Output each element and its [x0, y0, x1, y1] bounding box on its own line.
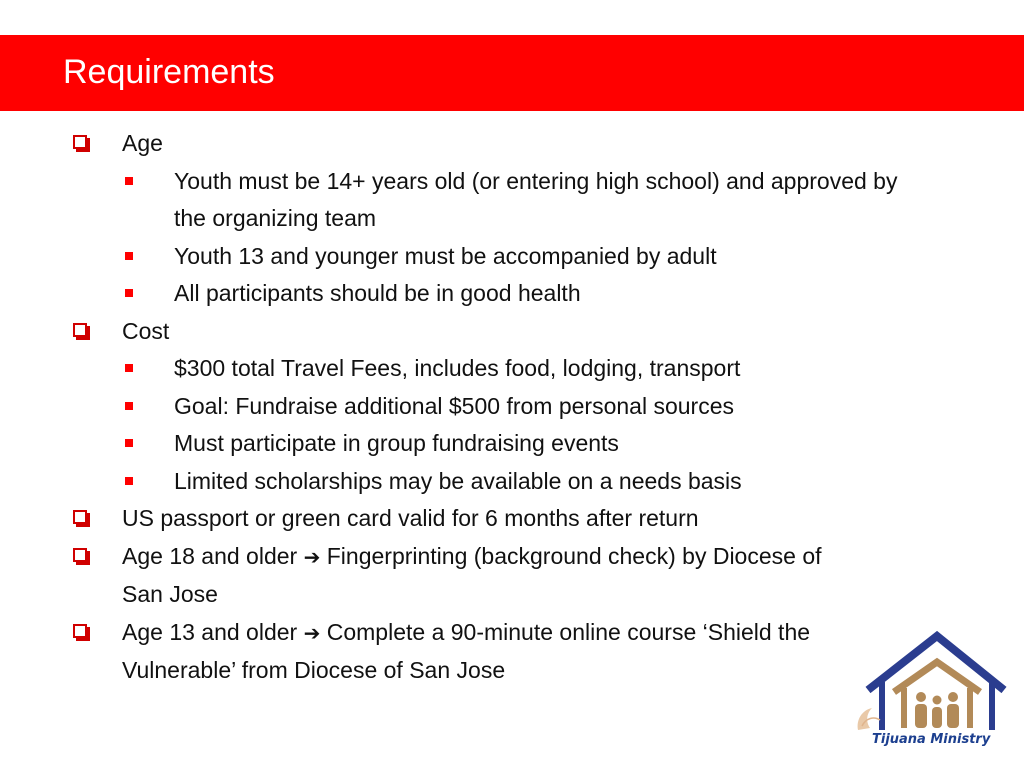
sub-list-item	[0, 350, 919, 388]
sub-list-item-text: $300 total Travel Fees, includes food, lodging, transport	[174, 355, 741, 381]
list-item-text-after: Fingerprinting (background check) by Diocese of San Jose	[122, 542, 822, 607]
right-arrow-icon: ➔	[303, 620, 321, 645]
list-item-passport	[0, 500, 862, 538]
square-bullet-icon	[125, 177, 133, 185]
title-bar	[0, 35, 1024, 111]
sub-list-item	[0, 275, 919, 313]
checkbox-bullet-icon	[73, 323, 87, 337]
sub-list-item	[0, 425, 919, 463]
square-bullet-icon	[125, 477, 133, 485]
list-item-fingerprinting	[0, 538, 862, 614]
bullet-list	[0, 125, 1024, 690]
right-arrow-icon: ➔	[303, 544, 321, 569]
sub-list-item-text: All participants should be in good health	[174, 280, 581, 306]
sub-list-item-text: Goal: Fundraise additional $500 from personal sources	[174, 392, 734, 419]
list-item-text: Age	[122, 130, 163, 156]
list-item-text-before: Age 18 and older	[122, 542, 298, 569]
sub-list-item-text: Youth must be 14+ years old (or entering high school) and approved by the organizing team	[174, 167, 898, 231]
list-item-text-after: Complete a 90-minute online course ‘Shield the Vulnerable’ from Diocese of San Jose	[122, 618, 811, 683]
sub-list-item-text: Youth 13 and younger must be accompanied by adult	[174, 242, 717, 269]
square-bullet-icon	[125, 402, 133, 410]
checkbox-bullet-icon	[73, 135, 87, 149]
list-item-text: Cost	[122, 317, 170, 344]
square-bullet-icon	[125, 252, 133, 260]
list-item-text-before: Age 13 and older	[122, 618, 298, 645]
sub-list-item	[0, 463, 919, 501]
list-item-online-course	[0, 614, 862, 690]
list-item-text: US passport or green card valid for 6 months after return	[122, 505, 699, 531]
list-item-age	[0, 125, 862, 163]
checkbox-bullet-icon	[73, 624, 87, 638]
sub-list-item	[0, 238, 919, 276]
house-family-icon	[852, 630, 1012, 735]
square-bullet-icon	[125, 289, 133, 297]
checkbox-bullet-icon	[73, 548, 87, 562]
square-bullet-icon	[125, 364, 133, 372]
slide-title: Requirements	[63, 53, 275, 91]
list-item-cost	[0, 313, 862, 351]
square-bullet-icon	[125, 439, 133, 447]
sub-list-item-text: Must participate in group fundraising events	[174, 430, 619, 456]
logo-text: Tijuana Ministry	[872, 732, 991, 747]
sub-list-item	[0, 163, 919, 238]
checkbox-bullet-icon	[73, 510, 87, 524]
tijuana-ministry-logo	[852, 630, 1012, 755]
sub-list-item-text: Limited scholarships may be available on a needs basis	[174, 467, 742, 494]
sub-list-item	[0, 388, 919, 426]
